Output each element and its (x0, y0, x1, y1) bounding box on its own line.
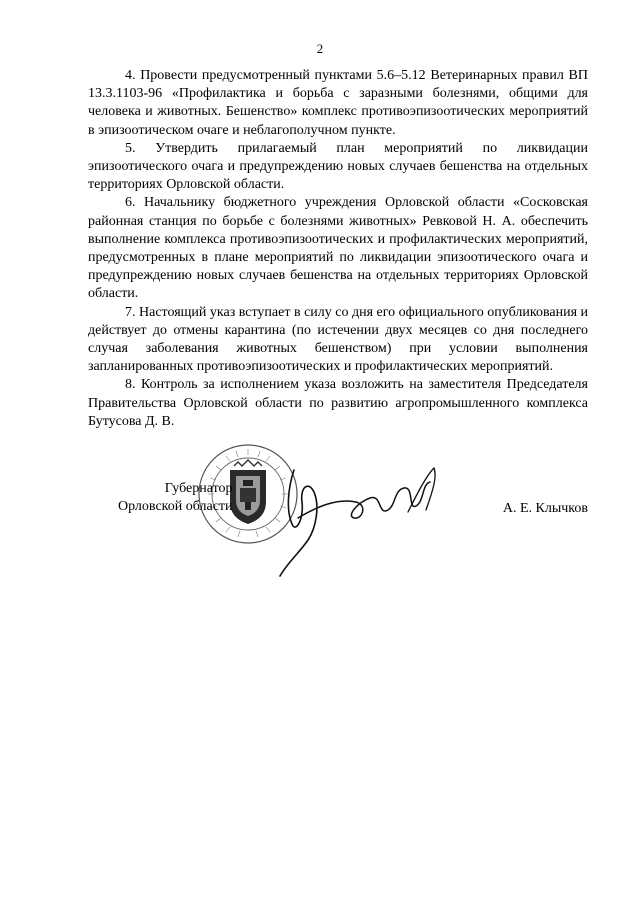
document-body (88, 67, 588, 431)
handwritten-signature (258, 458, 478, 588)
paragraph-7: 7. Настоящий указ вступает в силу со дня его официального опубликования и действует до отмены карантина (по истечении двух месяцев со дня последнего случая заболевания животных бешенством) при условии выполнения запланированных противоэпизоотических и профилактических мероприятий. (88, 304, 588, 375)
paragraph-4: 4. Провести предусмотренный пунктами 5.6–5.12 Ветеринарных правил ВП 13.3.1103-96 «Профилактика и борьба с заразными болезнями, общими для человека и животных. Бешенство» комплекс противоэпизоотических мероприятий в эпизоотическом очаге и неблагополучном пункте. (88, 68, 588, 138)
signatory-name: А. Е. Клычков (502, 501, 588, 516)
signatory-title-line-1: Губернатор (164, 481, 233, 496)
signatory-title-line-2: Орловской области (118, 499, 233, 515)
signature-block (88, 480, 588, 590)
paragraph-5: 5. Утвердить прилагаемый план мероприятий по ликвидации эпизоотического очага и предупреждению новых случаев бешенства на отдельных территориях Орловской области. (88, 140, 588, 193)
paragraph-8: 8. Контроль за исполнением указа возложить на заместителя Председателя Правительства Орловской области по развитию агропромышленного комплекса Бутусова Д. В. (88, 377, 588, 429)
page-number: 2 (316, 41, 324, 56)
signatory-title (118, 480, 233, 516)
paragraph-6: 6. Начальнику бюджетного учреждения Орловской области «Сосковская районная станция по борьбе с болезнями животных» Ревковой Н. А. обеспечить выполнение комплекса противоэпизоотических и профилактических мероприятий, предусмотренных в плане мероприятий по ликвидации эпизоотического очага и предупреждению новых случаев бешенства на отдельных территориях Орловской области. (88, 195, 588, 302)
